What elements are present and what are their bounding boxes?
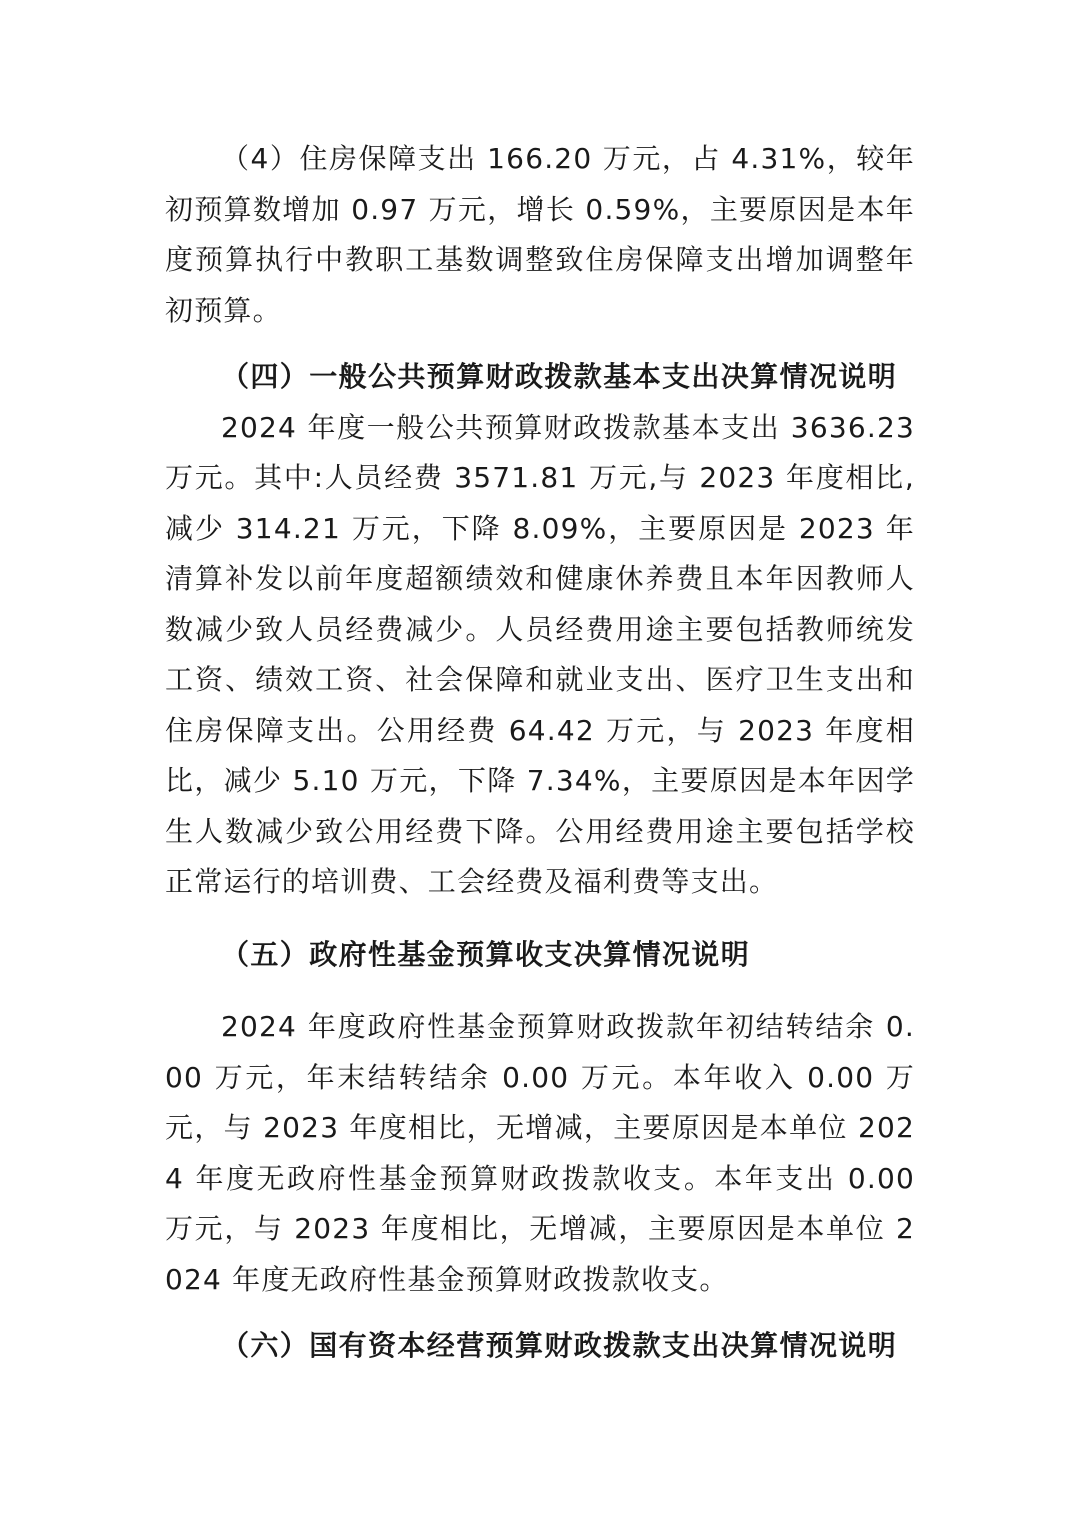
section-heading-basic-expenditure: （四）一般公共预算财政拨款基本支出决算情况说明 (221, 360, 898, 393)
section-heading-state-capital: （六）国有资本经营预算财政拨款支出决算情况说明 (221, 1329, 898, 1362)
paragraph-government-fund: 2024 年度政府性基金预算财政拨款年初结转结余 0.00 万元，年末结转结余 0.00 万元。本年收入 0.00 万元，与 2023 年度相比，无增减，主要原因是本单位 2024 年度无政府性基金预算财政拨款收支。本年支出 0.00 万元，与 2023 年度相比，无增减，主要原因是本单位 2024 年度无政府性基金预算财政拨款收支。 (165, 1010, 915, 1296)
paragraph-basic-expenditure: 2024 年度一般公共预算财政拨款基本支出 3636.23 万元。其中:人员经费 3571.81 万元,与 2023 年度相比,减少 314.21 万元，下降 8.09%，主要原因是 2023 年清算补发以前年度超额绩效和健康休养费且本年因教师人数减少致人员经费减少。人员经费用途主要包括教师统发工资、绩效工资、社会保障和就业支出、医疗卫生支出和住房保障支出。公用经费 64.42 万元，与 2023 年度相比，减少 5.10 万元，下降 7.34%，主要原因是本年因学生人数减少致公用经费下降。公用经费用途主要包括学校正常运行的培训费、工会经费及福利费等支出。 (165, 410, 915, 898)
section-heading-government-fund: （五）政府性基金预算收支决算情况说明 (221, 937, 751, 971)
paragraph-housing-expenditure: （4）住房保障支出 166.20 万元，占 4.31%，较年初预算数增加 0.97 万元，增长 0.59%，主要原因是本年度预算执行中教职工基数调整致住房保障支出增加调整年初预算。 (165, 142, 915, 327)
document-body (165, 134, 915, 1372)
